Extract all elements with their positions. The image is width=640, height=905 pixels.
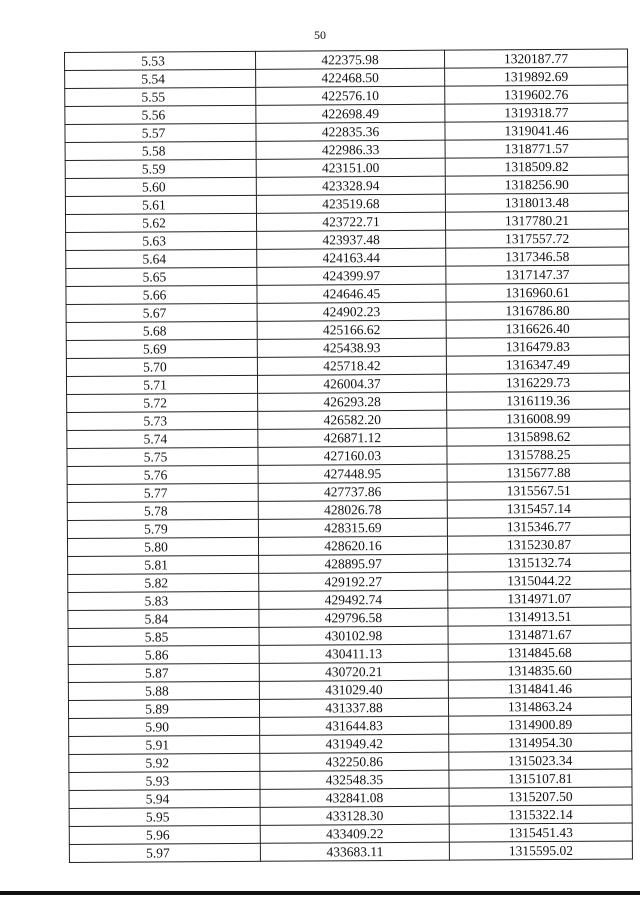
x-coordinate-cell: 433128.30 [260,806,449,825]
y-coordinate-cell: 1314900.89 [449,715,632,734]
y-coordinate-cell: 1314841.46 [448,679,631,698]
x-coordinate-cell: 422375.98 [255,50,444,69]
x-coordinate-cell: 426871.12 [258,428,447,447]
x-coordinate-cell: 424646.45 [257,284,446,303]
point-number-cell: 5.84 [68,609,259,628]
y-coordinate-cell: 1315898.62 [447,427,630,446]
x-coordinate-cell: 423519.68 [256,194,445,213]
x-coordinate-cell: 422576.10 [256,86,445,105]
point-number-cell: 5.88 [68,681,259,700]
y-coordinate-cell: 1315788.25 [447,445,630,464]
y-coordinate-cell: 1315230.87 [447,535,630,554]
x-coordinate-cell: 422835.36 [256,122,445,141]
point-number-cell: 5.78 [67,501,258,520]
point-number-cell: 5.92 [69,753,260,772]
point-number-cell: 5.82 [68,573,259,592]
y-coordinate-cell: 1316347.49 [446,355,629,374]
point-number-cell: 5.56 [65,105,256,124]
y-coordinate-cell: 1315451.43 [449,823,632,842]
y-coordinate-cell: 1318771.57 [445,139,628,158]
x-coordinate-cell: 425166.62 [257,320,446,339]
y-coordinate-cell: 1316119.36 [447,391,630,410]
x-coordinate-cell: 432548.35 [260,770,449,789]
x-coordinate-cell: 430102.98 [259,626,448,645]
point-number-cell: 5.61 [65,195,256,214]
point-number-cell: 5.81 [68,555,259,574]
point-number-cell: 5.85 [68,627,259,646]
y-coordinate-cell: 1314913.51 [448,607,631,626]
x-coordinate-cell: 432250.86 [260,752,449,771]
point-number-cell: 5.95 [69,807,260,826]
y-coordinate-cell: 1314871.67 [448,625,631,644]
point-number-cell: 5.86 [68,645,259,664]
x-coordinate-cell: 432841.08 [260,788,449,807]
x-coordinate-cell: 429492.74 [259,590,448,609]
point-number-cell: 5.65 [66,267,257,286]
y-coordinate-cell: 1314845.68 [448,643,631,662]
x-coordinate-cell: 430411.13 [259,644,448,663]
y-coordinate-cell: 1315044.22 [448,571,631,590]
point-number-cell: 5.72 [67,393,258,412]
y-coordinate-cell: 1315023.34 [449,751,632,770]
x-coordinate-cell: 431644.83 [260,716,449,735]
x-coordinate-cell: 431949.42 [260,734,449,753]
x-coordinate-cell: 428895.97 [259,554,448,573]
point-number-cell: 5.97 [69,843,260,862]
y-coordinate-cell: 1315677.88 [447,463,630,482]
x-coordinate-cell: 424902.23 [257,302,446,321]
y-coordinate-cell: 1316626.40 [446,319,629,338]
point-number-cell: 5.75 [67,447,258,466]
y-coordinate-cell: 1317346.58 [446,247,629,266]
x-coordinate-cell: 423722.71 [256,212,445,231]
y-coordinate-cell: 1320187.77 [444,49,627,68]
y-coordinate-cell: 1315322.14 [449,805,632,824]
x-coordinate-cell: 424163.44 [257,248,446,267]
point-number-cell: 5.74 [67,429,258,448]
y-coordinate-cell: 1318509.82 [445,157,628,176]
x-coordinate-cell: 422986.33 [256,140,445,159]
y-coordinate-cell: 1315107.81 [449,769,632,788]
x-coordinate-cell: 423151.00 [256,158,445,177]
y-coordinate-cell: 1314954.30 [449,733,632,752]
y-coordinate-cell: 1319041.46 [445,121,628,140]
x-coordinate-cell: 422468.50 [256,68,445,87]
x-coordinate-cell: 426293.28 [258,392,447,411]
y-coordinate-cell: 1316008.99 [447,409,630,428]
y-coordinate-cell: 1315346.77 [447,517,630,536]
x-coordinate-cell: 427737.86 [258,482,447,501]
point-number-cell: 5.63 [66,231,257,250]
point-number-cell: 5.62 [65,213,256,232]
table-body [65,49,633,862]
point-number-cell: 5.60 [65,177,256,196]
y-coordinate-cell: 1314971.07 [448,589,631,608]
x-coordinate-cell: 426582.20 [258,410,447,429]
point-number-cell: 5.80 [67,537,258,556]
point-number-cell: 5.77 [67,483,258,502]
y-coordinate-cell: 1317780.21 [445,211,628,230]
point-number-cell: 5.89 [68,699,259,718]
point-number-cell: 5.71 [66,375,257,394]
x-coordinate-cell: 429192.27 [259,572,448,591]
y-coordinate-cell: 1318013.48 [445,193,628,212]
x-coordinate-cell: 430720.21 [259,662,448,681]
point-number-cell: 5.57 [65,123,256,142]
point-number-cell: 5.90 [69,717,260,736]
x-coordinate-cell: 424399.97 [257,266,446,285]
point-number-cell: 5.67 [66,303,257,322]
point-number-cell: 5.87 [68,663,259,682]
point-number-cell: 5.91 [69,735,260,754]
point-number-cell: 5.54 [65,69,256,88]
x-coordinate-cell: 428026.78 [258,500,447,519]
point-number-cell: 5.94 [69,789,260,808]
coordinates-table [64,49,633,863]
y-coordinate-cell: 1315567.51 [447,481,630,500]
point-number-cell: 5.70 [66,357,257,376]
y-coordinate-cell: 1317557.72 [446,229,629,248]
x-coordinate-cell: 431029.40 [259,680,448,699]
page-number: 50 [314,28,326,42]
point-number-cell: 5.55 [65,87,256,106]
y-coordinate-cell: 1315457.14 [447,499,630,518]
y-coordinate-cell: 1315595.02 [449,841,632,860]
scan-edge-bar [0,891,640,895]
x-coordinate-cell: 423328.94 [256,176,445,195]
point-number-cell: 5.59 [65,159,256,178]
y-coordinate-cell: 1319602.76 [445,85,628,104]
y-coordinate-cell: 1316786.80 [446,301,629,320]
x-coordinate-cell: 425718.42 [257,356,446,375]
x-coordinate-cell: 433409.22 [260,824,449,843]
y-coordinate-cell: 1314835.60 [448,661,631,680]
x-coordinate-cell: 425438.93 [257,338,446,357]
y-coordinate-cell: 1319892.69 [445,67,628,86]
point-number-cell: 5.53 [65,51,256,70]
y-coordinate-cell: 1317147.37 [446,265,629,284]
point-number-cell: 5.68 [66,321,257,340]
point-number-cell: 5.76 [67,465,258,484]
point-number-cell: 5.79 [67,519,258,538]
x-coordinate-cell: 426004.37 [257,374,446,393]
point-number-cell: 5.64 [66,249,257,268]
x-coordinate-cell: 428620.16 [258,536,447,555]
y-coordinate-cell: 1315207.50 [449,787,632,806]
point-number-cell: 5.93 [69,771,260,790]
y-coordinate-cell: 1316960.61 [446,283,629,302]
table-row [69,841,632,862]
y-coordinate-cell: 1315132.74 [448,553,631,572]
x-coordinate-cell: 428315.69 [258,518,447,537]
y-coordinate-cell: 1318256.90 [445,175,628,194]
y-coordinate-cell: 1319318.77 [445,103,628,122]
x-coordinate-cell: 433683.11 [260,842,449,861]
x-coordinate-cell: 427160.03 [258,446,447,465]
x-coordinate-cell: 423937.48 [257,230,446,249]
x-coordinate-cell: 431337.88 [259,698,448,717]
point-number-cell: 5.73 [67,411,258,430]
x-coordinate-cell: 429796.58 [259,608,448,627]
point-number-cell: 5.66 [66,285,257,304]
y-coordinate-cell: 1314863.24 [448,697,631,716]
point-number-cell: 5.83 [68,591,259,610]
point-number-cell: 5.69 [66,339,257,358]
point-number-cell: 5.96 [69,825,260,844]
point-number-cell: 5.58 [65,141,256,160]
y-coordinate-cell: 1316479.83 [446,337,629,356]
x-coordinate-cell: 422698.49 [256,104,445,123]
x-coordinate-cell: 427448.95 [258,464,447,483]
y-coordinate-cell: 1316229.73 [446,373,629,392]
